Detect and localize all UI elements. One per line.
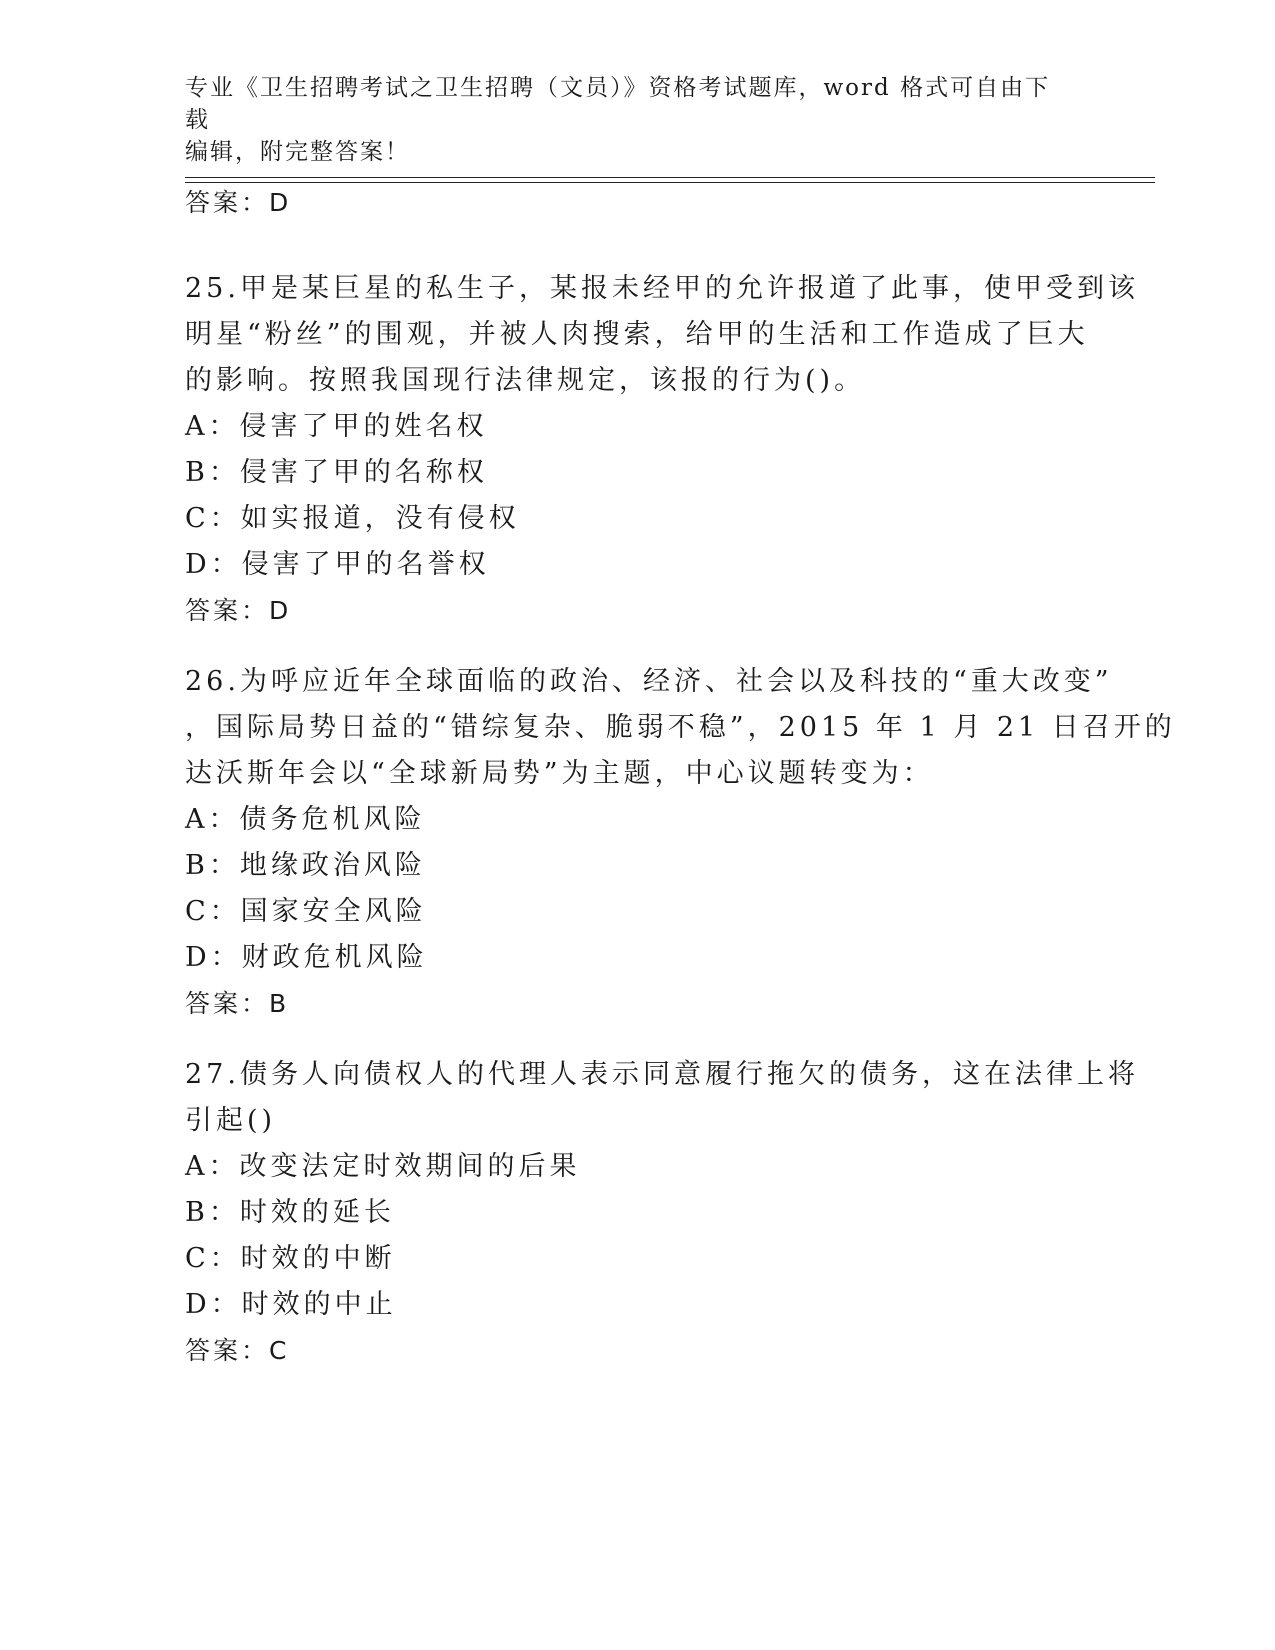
question-text-line: ，国际局势日益的“错综复杂、脆弱不稳”，2015 年 1 月 21 日召开的	[185, 712, 1176, 743]
page-header	[185, 72, 1065, 168]
option-b: B：侵害了甲的名称权	[185, 457, 488, 488]
header-divider-top	[185, 177, 1155, 178]
question-text-line: 明星“粉丝”的围观，并被人肉搜索，给甲的生活和工作造成了巨大	[185, 319, 1089, 350]
question-26	[185, 659, 1176, 1027]
option-d: D：财政危机风险	[185, 942, 428, 973]
question-27	[185, 1052, 1139, 1374]
answer-line: 答案：C	[185, 1336, 290, 1365]
header-line-1: 专业《卫生招聘考试之卫生招聘（文员）》资格考试题库，word 格式可自由下载	[185, 75, 1051, 133]
option-a: A：改变法定时效期间的后果	[185, 1151, 581, 1182]
option-a: A：债务危机风险	[185, 804, 426, 835]
header-line-2: 编辑，附完整答案！	[185, 139, 410, 165]
option-c: C：国家安全风险	[185, 896, 427, 927]
question-text-line: 25.甲是某巨星的私生子，某报未经甲的允许报道了此事，使甲受到该	[185, 273, 1139, 304]
answer-line: 答案：D	[185, 188, 292, 217]
question-text-line: 引起()	[185, 1105, 277, 1136]
previous-answer	[185, 180, 1085, 226]
question-text-line: 达沃斯年会以“全球新局势”为主题，中心议题转变为：	[185, 758, 934, 789]
option-b: B：时效的延长	[185, 1197, 395, 1228]
question-text-line: 26.为呼应近年全球面临的政治、经济、社会以及科技的“重大改变”	[185, 666, 1113, 697]
option-a: A：侵害了甲的姓名权	[185, 411, 488, 442]
option-d: D：侵害了甲的名誉权	[185, 549, 490, 580]
answer-line: 答案：B	[185, 989, 290, 1018]
option-c: C：如实报道，没有侵权	[185, 503, 520, 534]
question-text-line: 的影响。按照我国现行法律规定，该报的行为()。	[185, 365, 866, 396]
answer-line: 答案：D	[185, 596, 292, 625]
option-c: C：时效的中断	[185, 1243, 396, 1274]
option-d: D：时效的中止	[185, 1289, 397, 1320]
question-text-line: 27.债务人向债权人的代理人表示同意履行拖欠的债务，这在法律上将	[185, 1059, 1139, 1090]
option-b: B：地缘政治风险	[185, 850, 426, 881]
question-25	[185, 266, 1139, 634]
